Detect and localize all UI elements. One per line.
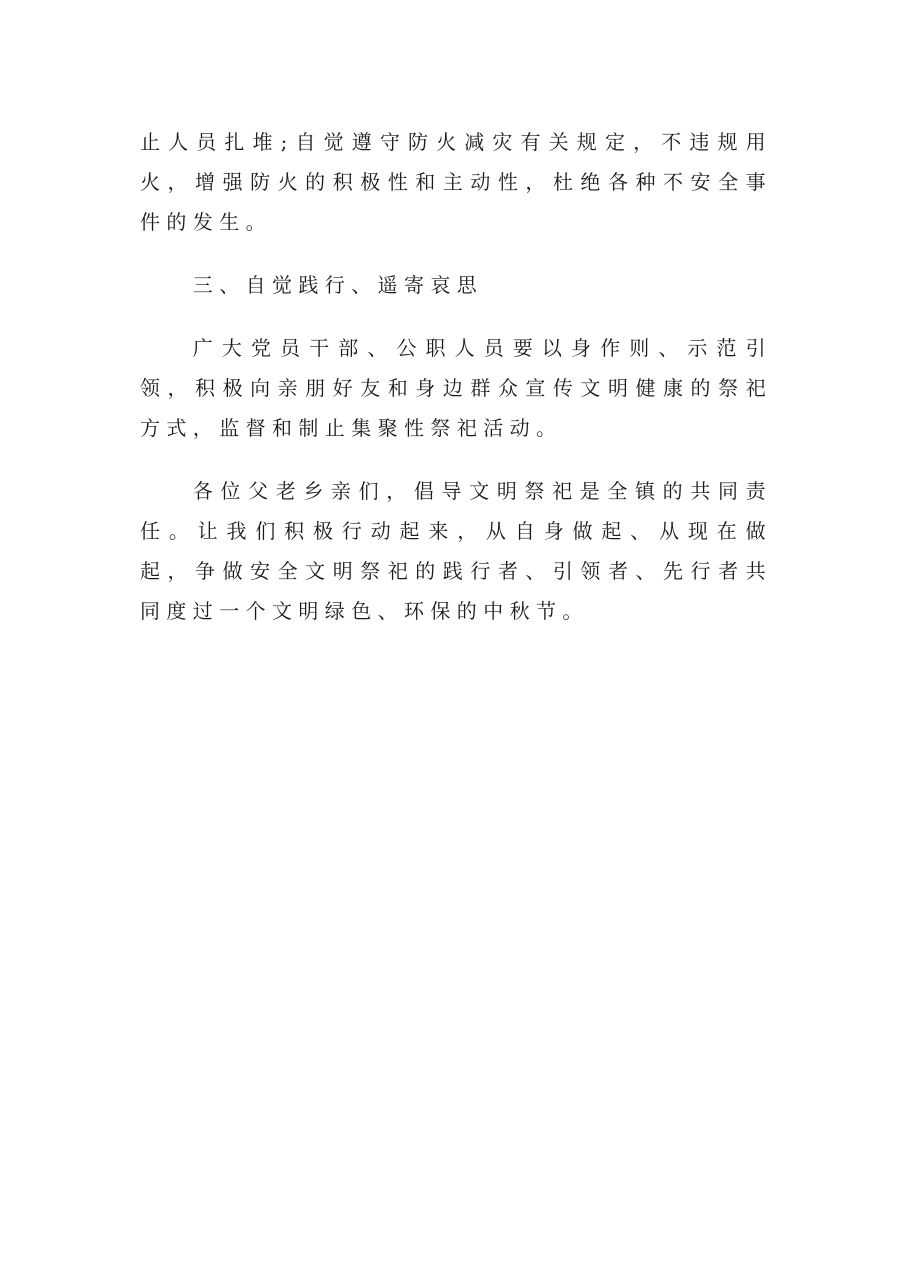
paragraph-closing-appeal: 各位父老乡亲们，倡导文明祭祀是全镇的共同责任。让我们积极行动起来，从自身做起、从现在做起，争做安全文明祭祀的践行者、引领者、先行者共同度过一个文明绿色、环保的中秋节。 — [140, 479, 772, 623]
paragraph-fire-safety: 止人员扎堆;自觉遵守防火减灾有关规定，不违规用火，增强防火的积极性和主动性，杜绝各种不安全事件的发生。 — [140, 130, 772, 234]
section-heading-three: 三、自觉践行、遥寄哀思 — [192, 273, 484, 297]
paragraph-party-members: 广大党员干部、公职人员要以身作则、示范引领，积极向亲朋好友和身边群众宣传文明健康的祭祀方式，监督和制止集聚性祭祀活动。 — [140, 336, 772, 440]
document-body — [140, 122, 772, 654]
